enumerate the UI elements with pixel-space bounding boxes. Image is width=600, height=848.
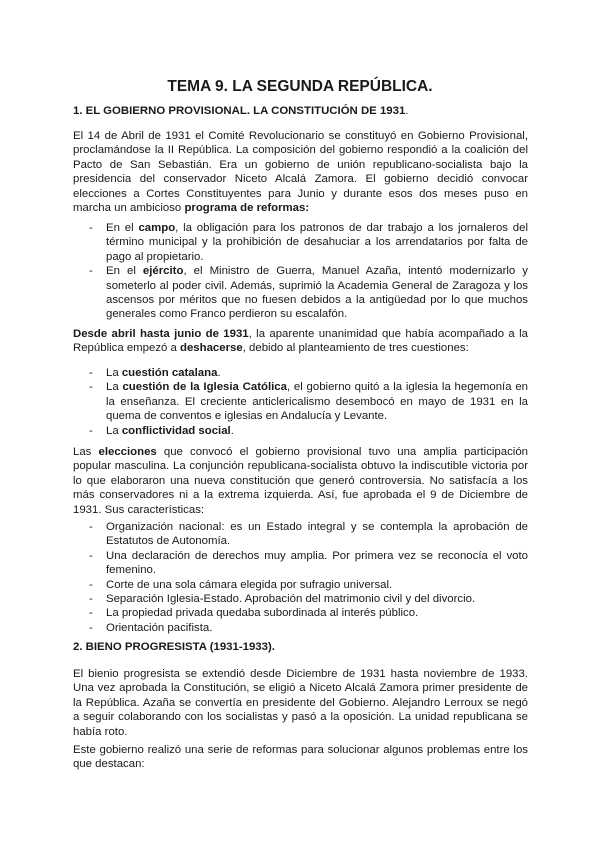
reform-bold: campo (138, 222, 176, 234)
features-list (73, 520, 528, 635)
section2-paragraph-2: Este gobierno realizó una serie de reformas para solucionar algunos problemas entre los que destacan: (73, 744, 528, 771)
list-item (73, 380, 528, 423)
list-item: - Una declaración de derechos muy amplia. Por primera vez se reconocía el voto femenino. (73, 549, 528, 578)
reforms-list (73, 221, 528, 322)
issue-pre: La (106, 381, 123, 394)
issue-bold: cuestión catalana (121, 367, 218, 379)
list-item (73, 264, 528, 322)
list-item (73, 424, 528, 438)
crisis-paragraph (73, 327, 528, 356)
section1-intro-paragraph (73, 129, 528, 215)
section1-heading (73, 105, 408, 117)
issue-pre: La (106, 367, 122, 379)
page-title: TEMA 9. LA SEGUNDA REPÚBLICA. (167, 78, 433, 95)
intro-end: : (305, 202, 310, 215)
reform-post: , el Ministro de Guerra, Manuel Azaña, intentó modernizarlo y someterlo al poder civil. Además, suprimió la Academia General de Zaragoza y los ascensos por méritos que no fuesen debidos a la antigüedad por lo que muchos generales como Franco perdieron su escalafón. (106, 265, 528, 321)
reform-pre: En el (106, 222, 139, 234)
crisis-bold-2: deshacerse (180, 342, 243, 355)
intro-text: El 14 de Abril de 1931 el Comité Revolucionario se constituyó en Gobierno Provisional, proclamándose la II República. La composición del gobierno respondió a la coalición del Pacto de San Sebastián. Era un gobierno de unión republicano-socialista bajo la presidencia del conservador Niceto Alcalá Zamora. El gobierno decidió convocar elecciones a Cortes Constituyentes para Junio y durante esos dos meses puso en marcha un ambicioso (73, 130, 528, 215)
list-item: - La propiedad privada quedaba subordinada al interés público. (73, 606, 528, 620)
list-item: - Orientación pacifista. (73, 621, 528, 635)
reform-post: , la obligación para los patronos de dar trabajo a los jornaleros del término municipal y la prohibición de desahuciar a los arrendatarios por falta de pago al propietario. (106, 222, 528, 263)
section1-heading-end: . (405, 105, 409, 117)
crisis-text-1: , la aparente unanimidad que había acompañado a la República empezó a (73, 328, 528, 355)
issue-post: . (217, 367, 221, 379)
crisis-text-2: , debido al planteamiento de tres cuestiones: (242, 342, 469, 355)
reform-pre: En el (106, 265, 143, 278)
list-item: - Corte de una sola cámara elegida por sufragio universal. (73, 578, 528, 592)
issue-post: . (230, 424, 234, 437)
issue-bold: cuestión de la Iglesia Católica (122, 381, 287, 394)
issue-bold: conflictividad social (121, 424, 231, 437)
list-item (73, 366, 528, 380)
list-item: - Separación Iglesia-Estado. Aprobación del matrimonio civil y del divorcio. (73, 592, 528, 606)
elections-pre: Las (73, 446, 99, 458)
section1-heading-text: 1. EL GOBIERNO PROVISIONAL. LA CONSTITUCIÓN DE 1931 (73, 105, 406, 117)
elections-text: que convocó el gobierno provisional tuvo una amplia participación popular masculina. La conjunción republicana-socialista obtuvo la indiscutible victoria por lo que elaboraron una nueva constitución que generó controversia. No satisfacía a los más conservadores ni a la extrema izquierda. Así, fue aprobada el 9 de Diciembre de 1931. Sus características: (73, 446, 529, 516)
issue-post: , el gobierno quitó a la iglesia la hegemonía en la enseñanza. El creciente anticlericalismo desembocó en mayo de 1931 en la quema de conventos e iglesias en Andalucía y Levante. (106, 381, 528, 423)
reform-bold: ejército (142, 265, 184, 278)
elections-bold: elecciones (98, 446, 157, 458)
crisis-bold-1: Desde abril hasta junio de 1931 (73, 328, 249, 340)
issues-list (73, 366, 528, 438)
section2-heading: 2. BIENO PROGRESISTA (1931-1933). (73, 641, 275, 653)
intro-bold: programa de reformas (184, 202, 306, 215)
elections-paragraph (73, 445, 528, 517)
list-item (73, 221, 528, 264)
issue-pre: La (106, 424, 122, 437)
list-item: - Organización nacional: es un Estado integral y se contempla la aprobación de Estatutos de Autonomía. (73, 520, 528, 549)
section2-paragraph-1: El bienio progresista se extendió desde Diciembre de 1931 hasta noviembre de 1933. Una vez aprobada la Constitución, se eligió a Niceto Alcalá Zamora primer presidente de la República. Azaña se convertía en presidente del Gobierno. Alejandro Lerroux se negó a seguir colaborando con los socialistas y pasó a la oposición. La unidad republicana se había roto. (73, 668, 528, 738)
